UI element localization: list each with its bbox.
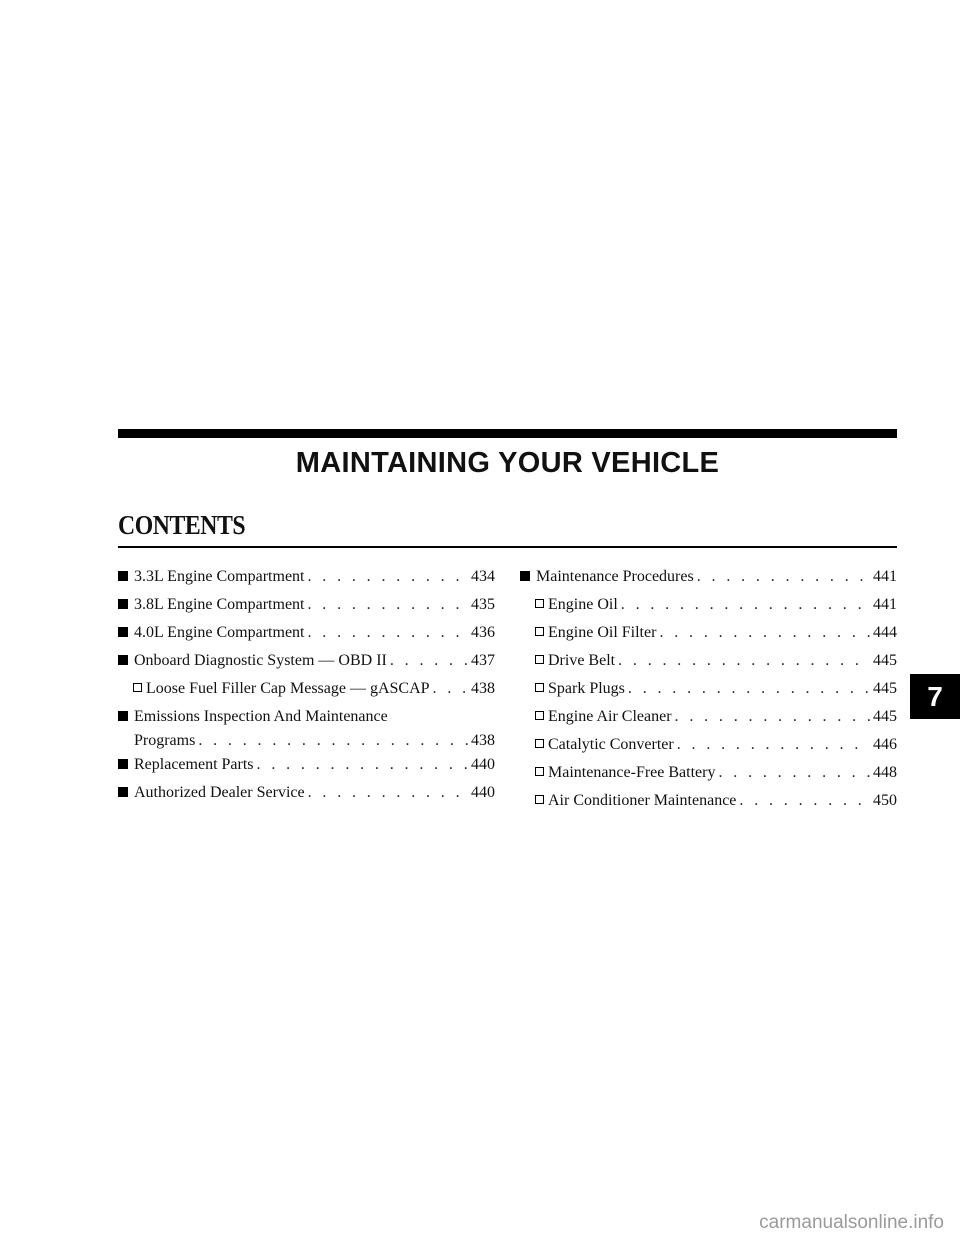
toc-entry-label: Maintenance-Free Battery xyxy=(548,764,716,781)
toc-subentry[interactable] xyxy=(520,623,897,651)
filled-square-bullet-icon xyxy=(118,595,134,615)
toc-page-number: 448 xyxy=(873,764,897,781)
dot-leader xyxy=(390,651,468,671)
dot-leader xyxy=(257,755,468,775)
filled-square-bullet-icon xyxy=(118,707,134,727)
dot-leader xyxy=(433,679,468,699)
toc-entry-label: Drive Belt xyxy=(548,652,616,669)
toc-entry-label: Onboard Diagnostic System — OBD II xyxy=(134,652,387,669)
dot-leader xyxy=(307,567,468,587)
contents-rule xyxy=(118,546,897,548)
toc-page-number: 441 xyxy=(873,596,897,613)
dot-leader xyxy=(198,731,468,751)
toc-page-number: 440 xyxy=(471,756,495,773)
chapter-tab: 7 xyxy=(910,674,960,719)
toc-page-number: 445 xyxy=(873,652,897,669)
toc-entry-label: Air Conditioner Maintenance xyxy=(548,792,737,809)
toc-page-number: 438 xyxy=(471,732,495,749)
toc-page-number: 445 xyxy=(873,708,897,725)
toc-entry-label-line1: Emissions Inspection And Maintenance xyxy=(134,708,388,725)
toc-page-number: 444 xyxy=(873,624,897,641)
toc-page-number: 436 xyxy=(471,624,495,641)
toc-entry[interactable] xyxy=(118,595,495,623)
toc-subentry[interactable] xyxy=(520,651,897,679)
toc-entry[interactable] xyxy=(118,707,495,755)
toc-subentry[interactable] xyxy=(118,679,495,707)
toc-page-number: 437 xyxy=(471,652,495,669)
toc-entry-label: Authorized Dealer Service xyxy=(134,784,305,801)
open-square-bullet-icon xyxy=(520,707,548,727)
dot-leader xyxy=(675,707,870,727)
toc-entry[interactable] xyxy=(118,783,495,811)
filled-square-bullet-icon xyxy=(118,651,134,671)
dot-leader xyxy=(628,679,870,699)
toc-page-number: 435 xyxy=(471,596,495,613)
toc-entry-label: Maintenance Procedures xyxy=(536,568,694,585)
toc-page-number: 446 xyxy=(873,736,897,753)
toc-page-number: 441 xyxy=(873,568,897,585)
open-square-bullet-icon xyxy=(520,791,548,811)
toc-entry-label: Replacement Parts xyxy=(134,756,254,773)
toc-subentry[interactable] xyxy=(520,735,897,763)
dot-leader xyxy=(307,595,468,615)
toc-subentry[interactable] xyxy=(520,595,897,623)
toc-left-column xyxy=(118,567,495,811)
toc-entry-label: Spark Plugs xyxy=(548,680,625,697)
toc-entry-label: Catalytic Converter xyxy=(548,736,674,753)
toc-page-number: 438 xyxy=(471,680,495,697)
open-square-bullet-icon xyxy=(520,595,548,615)
dot-leader xyxy=(659,623,870,643)
dot-leader xyxy=(697,567,870,587)
toc-page-number: 440 xyxy=(471,784,495,801)
toc-subentry[interactable] xyxy=(520,679,897,707)
open-square-bullet-icon xyxy=(520,623,548,643)
toc-entry-label: 3.8L Engine Compartment xyxy=(134,596,305,613)
toc-entry[interactable] xyxy=(118,755,495,783)
toc-entry[interactable] xyxy=(118,567,495,595)
toc-right-column xyxy=(520,567,897,819)
dot-leader xyxy=(718,763,870,783)
toc-entry[interactable] xyxy=(520,567,897,595)
filled-square-bullet-icon xyxy=(118,623,134,643)
title-top-rule xyxy=(118,429,897,438)
toc-entry-label: 3.3L Engine Compartment xyxy=(134,568,305,585)
dot-leader xyxy=(739,791,870,811)
toc-entry-label: Loose Fuel Filler Cap Message — gASCAP xyxy=(146,680,430,697)
filled-square-bullet-icon xyxy=(118,755,134,775)
toc-subentry[interactable] xyxy=(520,791,897,819)
dot-leader xyxy=(307,623,468,643)
dot-leader xyxy=(621,595,870,615)
toc-entry-label: Engine Oil Filter xyxy=(548,624,657,641)
toc-entry[interactable] xyxy=(118,623,495,651)
toc-entry-label: 4.0L Engine Compartment xyxy=(134,624,305,641)
open-square-bullet-icon xyxy=(520,651,548,671)
dot-leader xyxy=(677,735,870,755)
toc-page-number: 450 xyxy=(873,792,897,809)
toc-subentry[interactable] xyxy=(520,707,897,735)
dot-leader xyxy=(618,651,870,671)
filled-square-bullet-icon xyxy=(118,783,134,803)
toc-entry-label-line2: Programs xyxy=(134,732,196,749)
filled-square-bullet-icon xyxy=(118,567,134,587)
toc-page-number: 434 xyxy=(471,568,495,585)
open-square-bullet-icon xyxy=(520,735,548,755)
toc-entry-label: Engine Air Cleaner xyxy=(548,708,672,725)
dot-leader xyxy=(308,783,468,803)
toc-page-number: 445 xyxy=(873,680,897,697)
open-square-bullet-icon xyxy=(520,679,548,699)
toc-subentry[interactable] xyxy=(520,763,897,791)
toc-entry-label: Engine Oil xyxy=(548,596,618,613)
watermark: carmanualsonline.info xyxy=(759,1212,944,1233)
chapter-title: MAINTAINING YOUR VEHICLE xyxy=(295,447,720,479)
open-square-bullet-icon xyxy=(520,763,548,783)
open-square-bullet-icon xyxy=(118,679,146,699)
filled-square-bullet-icon xyxy=(520,567,536,587)
contents-heading: CONTENTS xyxy=(118,510,246,540)
toc-entry[interactable] xyxy=(118,651,495,679)
